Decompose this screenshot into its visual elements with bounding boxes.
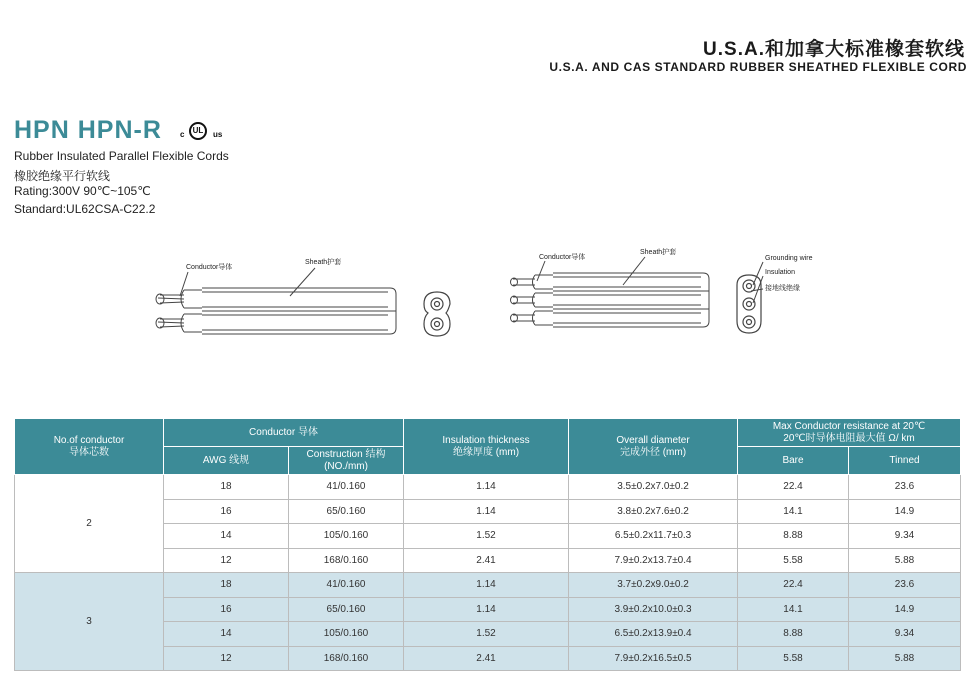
awg-cell: 18 [164, 475, 289, 500]
insulation-cell: 1.14 [404, 573, 569, 598]
overall-cell: 6.5±0.2x13.9±0.4 [569, 622, 738, 647]
construction-cell: 65/0.160 [289, 597, 404, 622]
construction-label: Construction 结构 [306, 448, 386, 460]
conductor-count-cell: 2 [15, 475, 164, 573]
overall-cn: 完成外径 (mm) [619, 446, 687, 458]
awg-cell: 14 [164, 524, 289, 549]
tinned-cell: 23.6 [849, 573, 961, 598]
product-description-cn: 橡胶绝缘平行软线 [14, 169, 111, 183]
ground-insulation-label: 接地线绝缘 [765, 285, 800, 292]
awg-cell: 14 [164, 622, 289, 647]
bare-cell: 5.58 [738, 646, 849, 671]
no-conductor-cn: 导体芯数 [69, 446, 109, 458]
overall-cell: 3.8±0.2x7.6±0.2 [569, 499, 738, 524]
resistance-cn: 20℃时导体电阻最大值 Ω/ km [783, 432, 915, 444]
bare-cell: 14.1 [738, 499, 849, 524]
bare-cell: 8.88 [738, 622, 849, 647]
construction-cell: 105/0.160 [289, 524, 404, 549]
overall-cell: 6.5±0.2x11.7±0.3 [569, 524, 738, 549]
tinned-cell: 5.88 [849, 646, 961, 671]
construction-unit: (NO./mm) [324, 460, 368, 472]
insulation-cell: 2.41 [404, 548, 569, 573]
grounding-wire-label: Grounding wire [765, 255, 813, 262]
tinned-cell: 14.9 [849, 597, 961, 622]
insulation-cell: 1.14 [404, 475, 569, 500]
awg-cell: 16 [164, 499, 289, 524]
awg-cell: 18 [164, 573, 289, 598]
overall-en: Overall diameter [616, 434, 690, 446]
table-row [15, 475, 961, 500]
resistance-en: Max Conductor resistance at 20℃ [772, 420, 926, 432]
insulation-cn: 绝缘厚度 (mm) [452, 446, 520, 458]
construction-cell: 41/0.160 [289, 475, 404, 500]
tinned-cell: 5.88 [849, 548, 961, 573]
col-header-insulation [404, 419, 569, 475]
bare-cell: 22.4 [738, 475, 849, 500]
no-conductor-en: No.of conductor [53, 434, 125, 446]
catalog-title-en: U.S.A. AND CAS STANDARD RUBBER SHEATHED FLEXIBLE CORD [549, 60, 967, 74]
col-header-bare: Bare [738, 447, 849, 475]
overall-cell: 7.9±0.2x13.7±0.4 [569, 548, 738, 573]
two-core-conductor-label: Conductor导体 [186, 264, 233, 271]
ul-logo-icon: UL [189, 122, 207, 140]
construction-cell: 41/0.160 [289, 573, 404, 598]
bare-cell: 22.4 [738, 573, 849, 598]
tinned-cell: 9.34 [849, 524, 961, 549]
cert-us-text: us [213, 130, 223, 139]
bare-cell: 14.1 [738, 597, 849, 622]
insulation-label: Insulation [765, 269, 795, 276]
col-header-awg: AWG 线规 [164, 447, 289, 475]
awg-cell: 12 [164, 646, 289, 671]
three-core-cable-diagram [505, 255, 775, 335]
two-core-sheath-label: Sheath护套 [305, 259, 342, 266]
product-rating: Rating:300V 90℃~105℃ [14, 184, 151, 198]
awg-cell: 16 [164, 597, 289, 622]
catalog-title-cn: U.S.A.和加拿大标准橡套软线 [703, 39, 965, 60]
tinned-cell: 14.9 [849, 499, 961, 524]
product-description-en: Rubber Insulated Parallel Flexible Cords [14, 149, 229, 163]
overall-cell: 7.9±0.2x16.5±0.5 [569, 646, 738, 671]
insulation-cell: 1.52 [404, 524, 569, 549]
overall-cell: 3.7±0.2x9.0±0.2 [569, 573, 738, 598]
construction-cell: 168/0.160 [289, 548, 404, 573]
col-header-construction [289, 447, 404, 475]
insulation-cell: 1.52 [404, 622, 569, 647]
col-header-resistance [738, 419, 961, 447]
bare-cell: 8.88 [738, 524, 849, 549]
construction-cell: 105/0.160 [289, 622, 404, 647]
col-header-tinned: Tinned [849, 447, 961, 475]
product-standard: Standard:UL62CSA-C22.2 [14, 202, 156, 216]
table-row [15, 573, 961, 598]
awg-cell: 12 [164, 548, 289, 573]
col-header-overall [569, 419, 738, 475]
overall-cell: 3.5±0.2x7.0±0.2 [569, 475, 738, 500]
col-header-no-conductor [15, 419, 164, 475]
conductor-count-cell: 3 [15, 573, 164, 671]
col-header-conductor: Conductor 导体 [164, 419, 404, 447]
product-name: HPN HPN-R [14, 116, 162, 144]
construction-cell: 65/0.160 [289, 499, 404, 524]
cert-c-text: c [180, 130, 185, 139]
specification-table [14, 418, 961, 671]
three-core-conductor-label: Conductor导体 [539, 254, 586, 261]
construction-cell: 168/0.160 [289, 646, 404, 671]
three-core-sheath-label: Sheath护套 [640, 249, 677, 256]
insulation-cell: 2.41 [404, 646, 569, 671]
tinned-cell: 9.34 [849, 622, 961, 647]
two-core-cable-diagram [150, 260, 460, 350]
tinned-cell: 23.6 [849, 475, 961, 500]
insulation-en: Insulation thickness [442, 434, 530, 446]
insulation-cell: 1.14 [404, 499, 569, 524]
overall-cell: 3.9±0.2x10.0±0.3 [569, 597, 738, 622]
insulation-cell: 1.14 [404, 597, 569, 622]
bare-cell: 5.58 [738, 548, 849, 573]
